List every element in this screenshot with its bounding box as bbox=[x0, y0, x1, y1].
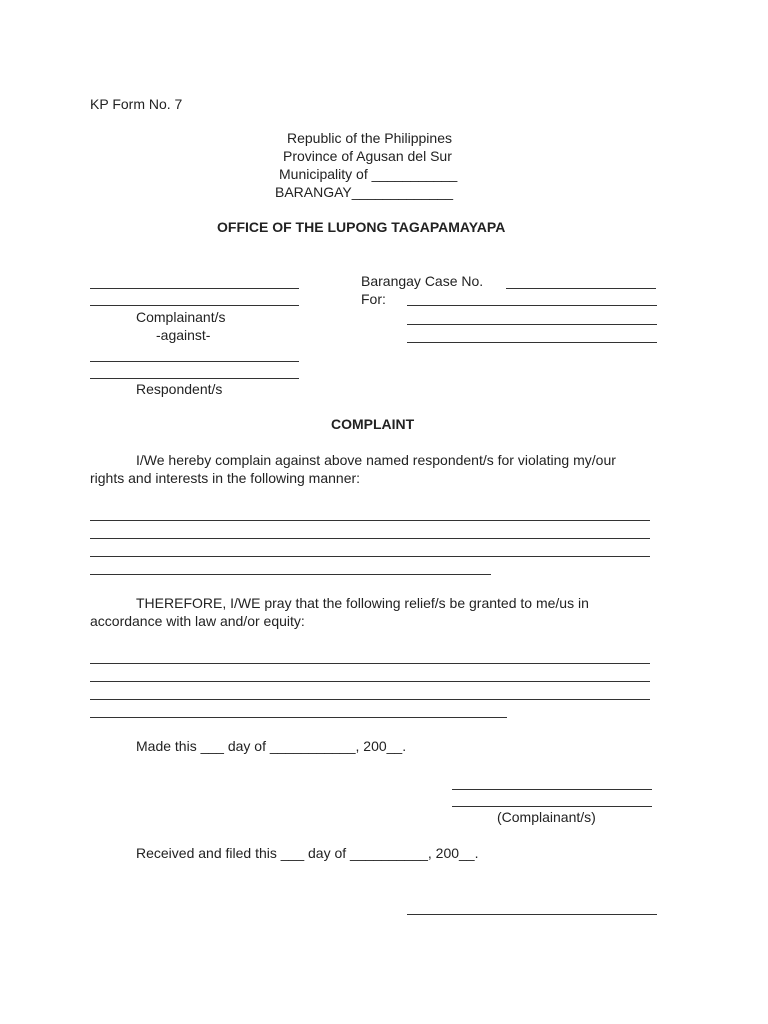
complaint-detail-line-1[interactable] bbox=[90, 520, 650, 521]
complaint-text-line1: I/We hereby complain against above named respondent/s for violating my/our bbox=[136, 452, 616, 468]
complainant-signature-line-1[interactable] bbox=[452, 789, 652, 790]
relief-line-4[interactable] bbox=[90, 717, 507, 718]
receiver-signature-line[interactable] bbox=[407, 914, 657, 915]
complainant-line-2[interactable] bbox=[90, 305, 299, 306]
respondent-label: Respondent/s bbox=[136, 381, 223, 397]
complaint-text-line2: rights and interests in the following manner: bbox=[90, 470, 361, 486]
form-number: KP Form No. 7 bbox=[90, 96, 183, 112]
relief-line-2[interactable] bbox=[90, 681, 650, 682]
respondent-line-1[interactable] bbox=[90, 361, 299, 362]
complaint-detail-line-4[interactable] bbox=[90, 574, 491, 575]
relief-line-3[interactable] bbox=[90, 699, 650, 700]
complainant-line-1[interactable] bbox=[90, 288, 299, 289]
complainant-signature-label: (Complainant/s) bbox=[497, 809, 596, 825]
header-province: Province of Agusan del Sur bbox=[283, 148, 452, 164]
complaint-detail-line-2[interactable] bbox=[90, 538, 650, 539]
header-municipality: Municipality of ___________ bbox=[279, 166, 458, 182]
against-label: -against- bbox=[156, 327, 211, 343]
for-label: For: bbox=[361, 291, 386, 307]
case-no-label: Barangay Case No. bbox=[361, 273, 484, 289]
respondent-line-2[interactable] bbox=[90, 378, 299, 379]
office-title: OFFICE OF THE LUPONG TAGAPAMAYAPA bbox=[217, 219, 506, 235]
complaint-title: COMPLAINT bbox=[331, 416, 415, 432]
therefore-text-line2: accordance with law and/or equity: bbox=[90, 613, 305, 629]
relief-line-1[interactable] bbox=[90, 663, 650, 664]
made-this-date: Made this ___ day of ___________, 200__. bbox=[136, 738, 407, 754]
header-barangay: BARANGAY_____________ bbox=[275, 184, 453, 200]
complainant-label: Complainant/s bbox=[136, 309, 226, 325]
for-line-2[interactable] bbox=[407, 324, 657, 325]
for-line-1[interactable] bbox=[407, 305, 657, 306]
complainant-signature-line-2[interactable] bbox=[452, 806, 652, 807]
complaint-detail-line-3[interactable] bbox=[90, 556, 650, 557]
for-line-3[interactable] bbox=[407, 342, 657, 343]
received-filed-date: Received and filed this ___ day of __________, 200__. bbox=[136, 845, 479, 861]
header-republic: Republic of the Philippines bbox=[287, 130, 452, 146]
therefore-text-line1: THEREFORE, I/WE pray that the following relief/s be granted to me/us in bbox=[136, 595, 589, 611]
case-no-line[interactable] bbox=[506, 288, 656, 289]
